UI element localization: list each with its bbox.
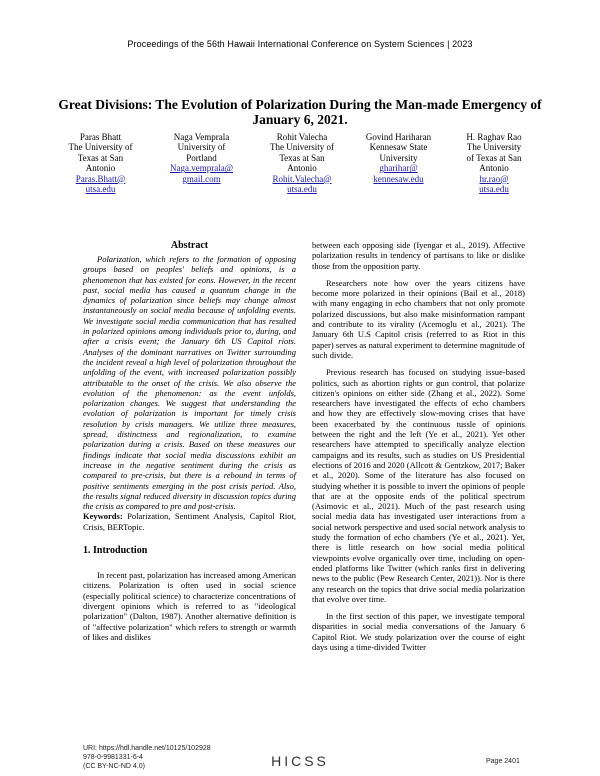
author-name: Naga Vemprala bbox=[173, 132, 230, 142]
author-affiliation: Antonio bbox=[85, 163, 116, 174]
abstract-heading: Abstract bbox=[170, 240, 209, 251]
author-affiliation: The University of bbox=[68, 142, 133, 153]
author-email-link[interactable]: Paras.Bhatt@ bbox=[75, 173, 126, 184]
author-affiliation: Antonio bbox=[479, 163, 509, 174]
author-affiliation: University of bbox=[177, 142, 226, 153]
author-affiliation: Antonio bbox=[287, 163, 317, 174]
author-block bbox=[263, 132, 341, 194]
abstract-body: Polarization, which refers to the formation of opposing groups based on peoples' beliefs and opinions, is a phenomenon that has existed for eons. However, in the recent past, social media has caused a quantum change in the dynamics of polarization since beliefs may change almost instantaneously on social media because of unfolding events. We investigate social media communication that has resulted in polarized opinions among individuals prior to, during, and after a crisis event; the January 6th US Capitol riots. Analyses of the dominant narratives on Twitter surrounding the incident reveal a high level of polarization throughout the unfolding of the event, with increased polarization possibly attributable to the onset of the crisis. We also observe the evolution of the phenomenon: as the event unfolds, polarization changes. We suggest that understanding the evolution of polarization is important for timely crisis resolution by crisis managers. We utilize three measures, spread, distinctness and regionalization, to examine polarization during a crisis. Based on these measures our findings indicate that social media discussions exhibit an increase in the negative sentiment during the crisis as compared to pre-crisis, but there is a rebound in terms of positive sentiments emerging in the post crisis period. Also, the results signal reduced diversity in discussion topics during the crisis as compared to pre and post-crisis. bbox=[83, 254, 296, 512]
author-email-link[interactable]: kennesaw.edu bbox=[373, 173, 424, 184]
footer-uri: URI: https://hdl.handle.net/10125/102928 bbox=[83, 745, 211, 752]
proceedings-header: Proceedings of the 56th Hawaii International Conference on System Sciences | 2023 bbox=[127, 39, 473, 49]
author-affiliation: Kennesaw State bbox=[369, 142, 428, 153]
author-name: Paras Bhatt bbox=[79, 132, 122, 142]
paper-title: Great Divisions: The Evolution of Polarization During the Man-made Emergency of January 6, 2021. bbox=[58, 97, 542, 127]
author-name: Govind Hariharan bbox=[365, 132, 432, 142]
author-block bbox=[63, 132, 138, 194]
author-affiliation: The University of bbox=[270, 142, 334, 153]
author-affiliation: Texas at San bbox=[77, 152, 124, 163]
author-affiliation: Texas at San bbox=[279, 152, 325, 163]
keywords-label: Keywords: bbox=[83, 511, 123, 522]
hicss-logo: HICSS bbox=[271, 753, 329, 769]
author-affiliation: University bbox=[379, 152, 418, 163]
footer-license: (CC BY-NC-ND 4.0) bbox=[83, 763, 145, 770]
author-email-link[interactable]: gharihar@ bbox=[379, 163, 418, 174]
body-paragraph: Previous research has focused on studying issue-based politics, such as abortion rights or gun control, that polarize citizen's opinions on either side (Zhang et al., 2022). Some researchers have investigated the effects of echo chambers and how they are effectively slow-moving crises that have been exacerbated by the continuous tussle of opinions between the right and the left (Ye et al., 2021). Yet other researchers have attempted to specifically analyze election campaigns and its results, such as studies on US Presidential elections of 2016 and 2020 (Allcott & Gentzkow, 2017; Baker et al., 2020). Some of the literature has also focused on studying whether it is possible to invert the opinions of people that are at the opposite ends of the political spectrum (Asimovic et al., 2021). Much of the past research using social media data has investigated user interactions from a social network perspective and used social network analysis to study the formation of echo chambers (Ye et al., 2021). Yet, there is little research on how social media political viewpoints evolve organically over time, including on open-ended platforms like Twitter (which ranks first in delivering news to the public (Pew Research Center, 2021)). Nor is there any research on the topics that drive social media polarization that evolve over time. bbox=[312, 367, 525, 604]
footer-meta bbox=[83, 744, 211, 771]
author-email-link[interactable]: utsa.edu bbox=[479, 184, 509, 195]
body-paragraph: between each opposing side (Iyengar et al., 2019). Affective polarization results in tendency of partisans to like or dislike those from the opposition party. bbox=[312, 240, 525, 271]
author-email-link[interactable]: utsa.edu bbox=[287, 184, 317, 195]
intro-paragraph: In recent past, polarization has increased among American citizens. Polarization is often used in social science (especially political science) to characterize concentrations of divergent opinions which is referred to as "ideological polarization" (Dalton, 1987). Another alternative definition is of "affective polarization" which refers to strength or warmth of likes and dislikes bbox=[83, 570, 296, 642]
author-affiliation: Portland bbox=[186, 152, 217, 163]
section-heading: 1. Introduction bbox=[83, 545, 148, 557]
right-column bbox=[312, 240, 525, 652]
page-number: Page 2401 bbox=[486, 758, 520, 765]
author-block bbox=[356, 132, 441, 184]
author-block bbox=[455, 132, 533, 194]
body-paragraph: Researchers note how over the years citizens have become more polarized in their opinions (Bail et al., 2018) with many engaging in echo chambers that not only promote polarized discussions, but also make misinformation rampant and contribute to its virality (Acemoglu et al., 2021). The January 6th U.S Capitol crisis (referred to as Riot in this paper) serves as natural experiment to determine magnitude of such divide. bbox=[312, 277, 525, 360]
author-name: Rohit Valecha bbox=[276, 132, 328, 142]
author-email-link[interactable]: hr.rao@ bbox=[479, 173, 509, 184]
author-name: H. Raghav Rao bbox=[466, 132, 522, 142]
footer-isbn: 978-0-9981331-6-4 bbox=[83, 754, 143, 761]
author-affiliation: of Texas at San bbox=[466, 152, 522, 163]
author-email-link[interactable]: Naga.vemprala@ bbox=[169, 163, 233, 174]
body-paragraph: In the first section of this paper, we investigate temporal disparities in social media conversations of the January 6 Capitol Riot. We study polarization over the course of eight days using a time-divided Twitter bbox=[312, 611, 525, 652]
keywords-line bbox=[83, 511, 296, 532]
author-email-link[interactable]: Rohit.Valecha@ bbox=[272, 173, 332, 184]
author-email-link[interactable]: gmail.com bbox=[182, 173, 221, 184]
author-block bbox=[159, 132, 244, 184]
left-column bbox=[83, 240, 296, 642]
keywords-text: Polarization, Sentiment Analysis, Capitol Riot, Crisis, BERTopic. bbox=[83, 511, 297, 532]
author-email-link[interactable]: utsa.edu bbox=[85, 184, 116, 195]
author-affiliation: The University bbox=[466, 142, 522, 153]
